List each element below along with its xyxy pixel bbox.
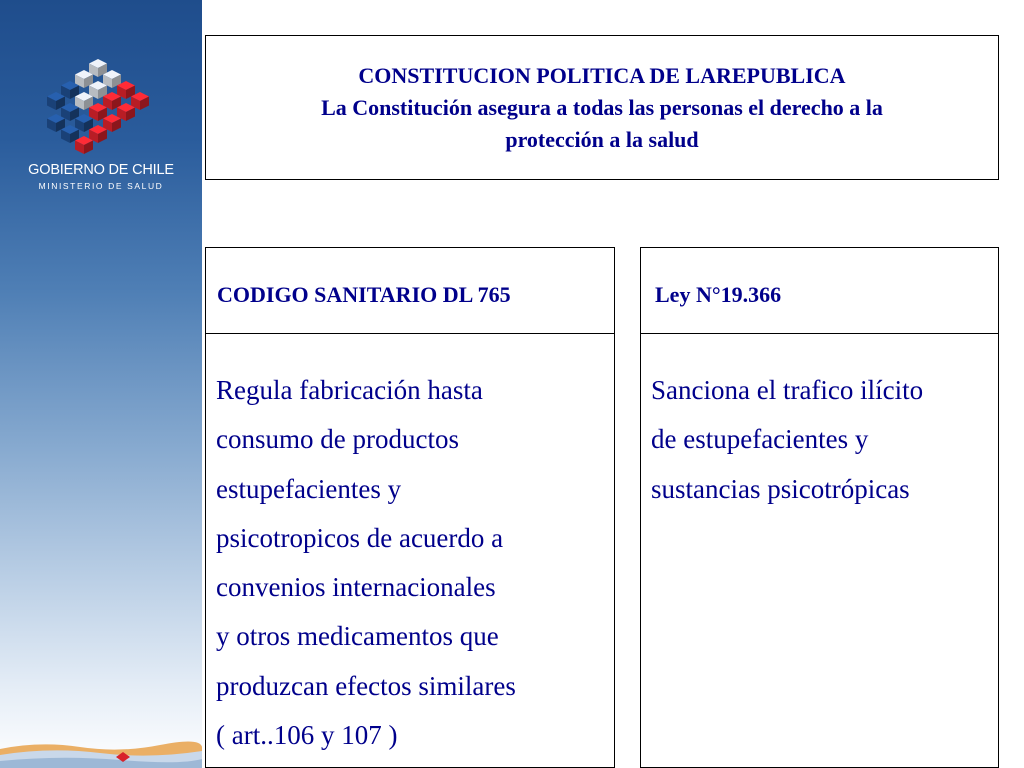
codigo-line: produzcan efectos similares (216, 670, 516, 701)
ley-line: Sanciona el trafico ilícito (651, 375, 924, 405)
constitution-box (205, 35, 999, 180)
gobierno-de-chile-logo-icon (38, 54, 164, 158)
codigo-title: CODIGO SANITARIO DL 765 (217, 282, 511, 307)
codigo-line: y otros medicamentos que (216, 621, 499, 652)
codigo-line: convenios internacionales (216, 572, 496, 603)
codigo-header-box (205, 247, 615, 334)
constitution-line-1: La Constitución asegura a todas las personas el derecho a la (321, 95, 883, 120)
codigo-line: psicotropicos de acuerdo a (216, 522, 504, 553)
ministry-logo (0, 50, 202, 200)
codigo-body-box (205, 333, 615, 768)
constitution-title: CONSTITUCION POLITICA DE LAREPUBLICA (358, 63, 846, 88)
constitution-line-2: protección a la salud (505, 127, 699, 152)
ley-title: Ley N°19.366 (655, 282, 782, 307)
codigo-line: Regula fabricación hasta (216, 375, 483, 405)
ley-line: sustancias psicotrópicas (651, 473, 910, 504)
ley-description (651, 366, 923, 514)
codigo-line: ( art..106 y 107 ) (216, 720, 398, 751)
ley-line: de estupefacientes y (651, 424, 869, 455)
ley-body-box (640, 333, 999, 768)
codigo-line: estupefacientes y (216, 473, 402, 504)
gov-name: GOBIERNO DE CHILE (28, 162, 174, 178)
ley-header-box (640, 247, 999, 334)
bottom-landscape-decoration (0, 735, 202, 768)
codigo-description (216, 366, 516, 760)
codigo-line: consumo de productos (216, 424, 459, 455)
ministry-name: MINISTERIO DE SALUD (38, 181, 164, 191)
sidebar (0, 0, 202, 768)
